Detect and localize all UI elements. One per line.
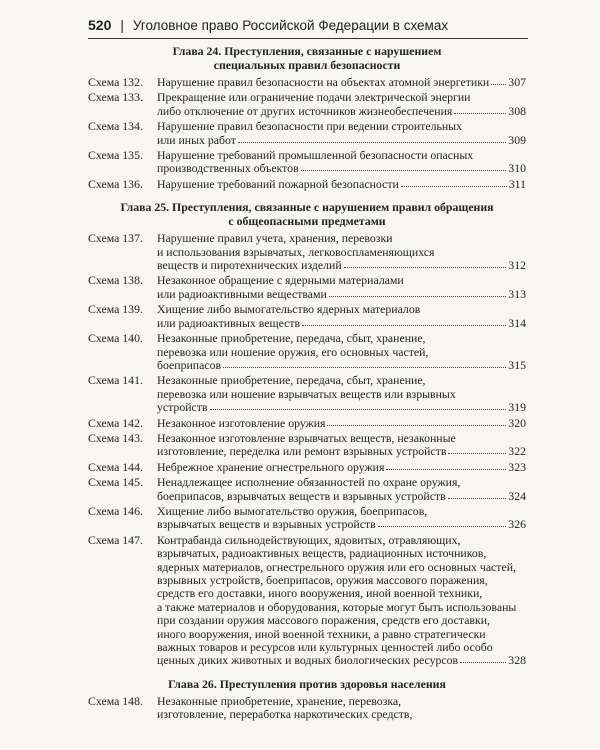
entry-last-line [157,178,526,191]
dot-leader [386,460,506,470]
scheme-label: Схема 136. [88,176,143,191]
scheme-label: Схема 137. [88,231,143,246]
dot-leader [344,258,507,268]
table-of-contents [88,44,526,724]
page-ref: 322 [508,444,526,459]
entry-line: Небрежное хранение огнестрельного оружия [157,459,385,474]
chapter-heading-line: Глава 25. Преступления, связанные с нарушением правил обращения [120,200,494,215]
entry-line: изготовление, переработка наркотических средств, [157,707,413,722]
entry-last-line [157,317,526,330]
dot-leader [210,400,507,410]
dot-leader [327,416,506,426]
toc-entry[interactable] [88,178,526,191]
entry-line: взрывных устройств, боеприпасов, оружия массового поражения, [157,573,488,587]
dot-leader [448,489,507,499]
entry-line: устройств [157,400,208,415]
entry-line: иного вооружения, иной военной техники, а равно стратегически [157,626,486,641]
entry-last-line [157,359,526,372]
entry-line: Нарушение требований промышленной безопасности опасных [157,148,474,163]
page-ref: 314 [508,315,526,330]
entry-last-line [157,445,526,458]
scheme-label: Схема 132. [88,75,143,89]
scheme-label: Схема 141. [88,373,143,388]
scheme-label: Схема 142. [88,415,143,430]
entry-text [157,232,526,272]
entry-text [157,76,526,89]
chapter-heading-line: с общеопасными предметами [228,214,386,229]
entry-line: Нарушение правил безопасности на объектах атомной энергетики [157,75,490,89]
entry-text [157,178,526,191]
dot-leader [454,104,506,114]
entry-line: ядерных материалов, огнестрельного оружия или его основных частей, [157,559,516,574]
entry-text [157,332,526,372]
toc-entry[interactable] [88,534,526,668]
entry-text [157,120,526,147]
chapter-heading [88,44,526,72]
scheme-label: Схема 135. [88,148,143,163]
entry-last-line [157,518,526,531]
entry-line: Нарушение правил учета, хранения, перевозки [157,231,393,246]
page-ref: 310 [508,161,526,176]
entry-line: Ненадлежащее исполнение обязанностей по охране оружия, [157,475,461,490]
scheme-label: Схема 134. [88,119,143,134]
entry-line: средств его доставки, иного вооружения, иной военной техники, [157,586,483,601]
entry-last-line [157,76,526,89]
entry-text [157,374,526,414]
entry-line: боеприпасов [157,357,222,372]
toc-entry[interactable] [88,417,526,430]
entry-line: перевозка или ношение оружия, его основных частей, [157,344,429,359]
entry-line: Незаконное изготовление взрывчатых веществ, незаконные [157,430,456,445]
entry-text [157,461,526,474]
dot-leader [378,517,507,527]
entry-last-line [157,654,526,667]
entry-line: взрывчатых веществ и взрывных устройств [157,517,376,532]
toc-entry[interactable] [88,149,526,176]
scheme-label: Схема 140. [88,331,143,346]
entry-line: Незаконные приобретение, хранение, перевозка, [157,693,402,708]
entry-line: Незаконное обращение с ядерными материалами [157,273,404,288]
scheme-label: Схема 145. [88,475,143,490]
entry-line: перевозка или ношение взрывчатых веществ или взрывных [157,386,456,401]
entry-last-line [157,401,526,414]
toc-entry[interactable] [88,374,526,414]
running-header [88,12,528,39]
entry-line: либо отключение от других источников жизнеобеспечения [157,103,453,118]
entry-line: важных товаров и ресурсов или культурных ценностей либо особо [157,640,493,655]
entry-line: веществ и пиротехнических изделий [157,258,342,273]
page-ref: 319 [508,400,526,415]
entry-text [157,274,526,301]
scheme-label: Схема 147. [88,532,143,547]
page-ref: 309 [508,132,526,147]
page-ref: 320 [508,415,526,430]
toc-entry[interactable] [88,695,526,722]
toc-entry[interactable] [88,91,526,118]
dot-leader [491,75,506,85]
toc-entry[interactable] [88,303,526,330]
entry-last-line [157,417,526,430]
scheme-label: Схема 133. [88,90,143,105]
scheme-label: Схема 144. [88,459,143,474]
chapter-heading-line: Глава 24. Преступления, связанные с нарушением [172,44,442,58]
entry-line: а также материалов и оборудования, которые могут быть использованы [157,599,517,614]
page-ref: 315 [508,357,526,372]
dot-leader [329,287,506,297]
entry-line: взрывчатых, радиоактивных веществ, радиационных источников, [157,546,487,561]
page-number: 520 [88,17,112,33]
entry-last-line [157,490,526,503]
entry-line: или радиоактивными веществами [157,286,327,301]
entry-last-line [157,105,526,118]
entry-line: Незаконное изготовление оружия [157,415,326,430]
toc-entry[interactable] [88,76,526,89]
entry-line: Хищение либо вымогательство ядерных материалов [157,302,421,317]
entry-text [157,432,526,459]
entry-line: Хищение либо вымогательство оружия, боеприпасов, [157,503,428,518]
dot-leader [302,316,506,326]
chapter-heading [88,677,526,691]
page-ref: 328 [508,653,526,668]
chapter-heading [88,200,526,228]
entry-line: Нарушение требований пожарной безопасности [157,176,399,191]
page-ref: 312 [508,258,526,273]
page-ref: 324 [508,488,526,503]
entry-line: Прекращение или ограничение подачи электрической энергии [157,90,471,105]
entry-line: Незаконные приобретение, передача, сбыт, хранение, [157,331,426,346]
entry-line: Контрабанда сильнодействующих, ядовитых, отравляющих, [157,532,461,547]
scheme-label: Схема 146. [88,503,143,518]
entry-last-line [157,134,526,147]
toc-entry[interactable] [88,505,526,532]
toc-entry[interactable] [88,120,526,147]
page-ref: 308 [508,103,526,118]
entry-last-line [157,259,526,272]
dot-leader [460,653,506,663]
chapter-heading-line: специальных правил безопасности [213,58,401,72]
dot-leader [401,177,507,187]
entry-line: ценных диких животных и водных биологических ресурсов [157,653,459,668]
page-ref: 311 [508,176,526,191]
dot-leader [301,161,507,171]
book-title: Уголовное право Российской Федерации в схемах [132,17,449,33]
entry-line: изготовление, переделка или ремонт взрывных устройств [157,444,447,459]
entry-last-line [157,162,526,175]
scheme-label: Схема 139. [88,302,143,317]
dot-leader [448,444,506,454]
entry-line: или иных работ [157,132,236,147]
page-ref: 323 [508,459,526,474]
dot-leader [238,133,506,143]
toc-entry[interactable] [88,274,526,301]
toc-entry[interactable] [88,232,526,272]
scheme-label: Схема 148. [88,693,143,708]
entry-line: при создании оружия массового поражения, средств его доставки, [157,613,490,628]
entry-line: боеприпасов, взрывчатых веществ и взрывных устройств [157,488,446,503]
entry-text [157,505,526,532]
toc-entry[interactable] [88,332,526,372]
entry-text [157,476,526,503]
entry-last-line [157,708,526,721]
entry-text [157,534,526,668]
scheme-label: Схема 138. [88,273,143,288]
entry-text [157,695,526,722]
entry-line: Нарушение правил безопасности при ведении строительных [157,119,462,134]
entry-line: и использования взрывчатых, легковоспламеняющихся [157,244,435,259]
entry-line: производственных объектов [157,161,299,176]
entry-text [157,149,526,176]
entry-text [157,91,526,118]
page-ref: 313 [508,286,526,301]
entry-last-line [157,288,526,301]
chapter-heading-line: Глава 26. Преступления против здоровья населения [168,676,446,691]
toc-entry[interactable] [88,461,526,474]
entry-last-line [157,461,526,474]
page-ref: 307 [508,75,526,89]
entry-line: или радиоактивных веществ [157,315,301,330]
entry-line: Незаконные приобретение, передача, сбыт, хранение, [157,373,426,388]
header-separator: | [120,17,124,33]
toc-entry[interactable] [88,432,526,459]
scheme-label: Схема 143. [88,430,143,445]
toc-entry[interactable] [88,476,526,503]
entry-text [157,417,526,430]
dot-leader [223,358,506,368]
page-ref: 326 [508,517,526,532]
entry-text [157,303,526,330]
